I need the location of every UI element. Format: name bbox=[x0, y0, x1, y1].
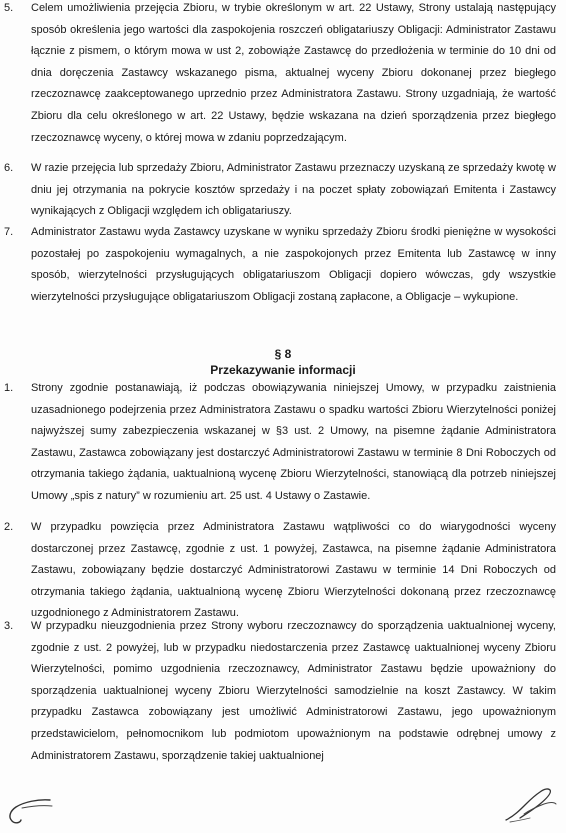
list-item bbox=[4, 0, 556, 149]
signature-left bbox=[2, 790, 72, 830]
item-text: Celem umożliwienia przejęcia Zbioru, w trybie określonym w art. 22 Ustawy, Strony ustalają następujący sposób określenia jego wartości dla zaspokojenia roszczeń obligatariuszy Obligacji: Administrator Zastawu łącznie z pismem, o którym mowa w ust 2, zobowiąże Zastawcę do przedłożenia w terminie do 10 dni od dnia doręczenia Zastawcy wskazanego pisma, aktualnej wyceny Zbioru dokonanej przez biegłego rzeczoznawcę zaakceptowanego uprzednio przez Administratora Zastawu. Strony uzgadniają, że wartość Zbioru dla celu określonego w art. 22 Ustawy, będzie wskazana na dzień sporządzenia przez biegłego rzeczoznawcę wyceny, o której mowa w zdaniu poprzedzającym. bbox=[31, 2, 556, 144]
list-item bbox=[4, 378, 556, 508]
item-text: W przypadku powzięcia przez Administratora Zastawu wątpliwości co do wiarygodności wyceny dostarczonej przez Zastawcę, zgodnie z ust. 1 powyżej, Zastawca, na pisemne żądanie Administratora Zastawu, zobowiązany będzie dostarczyć Administratorowi Zastawu w terminie 14 Dni Roboczych od otrzymania takiego żądania, uaktualnioną wycenę Zbioru Wierzytelności dokonaną przez rzeczoznawcę uzgodnionego z Administratorem Zastawu. bbox=[31, 521, 556, 620]
item-number: 3. bbox=[4, 620, 14, 632]
item-number: 7. bbox=[4, 226, 14, 238]
item-number: 6. bbox=[4, 162, 14, 174]
signature-right bbox=[500, 780, 562, 830]
list-item bbox=[4, 616, 556, 767]
list-item bbox=[4, 222, 556, 308]
item-number: 2. bbox=[4, 521, 14, 533]
item-text: Administrator Zastawu wyda Zastawcy uzyskane w wyniku sprzedaży Zbioru środki pieniężne w wysokości pozostałej po zaspokojeniu wymagalnych, a nie zaspokojonych przez Emitenta lub Zastawcę w inny sposób, wierzytelności przysługujących obligatariuszom Obligacji dopiero wówczas, gdy wszystkie wierzytelności przysługujące obligatariuszom Obligacji zostaną zapłacone, a Obligacje – wykupione. bbox=[31, 226, 556, 303]
item-number: 1. bbox=[4, 382, 14, 394]
list-item bbox=[4, 517, 556, 625]
list-item bbox=[4, 158, 556, 223]
item-text: W razie przejęcia lub sprzedaży Zbioru, Administrator Zastawu przeznaczy uzyskaną ze sprzedaży kwotę w dniu jej otrzymania na pokrycie kosztów sprzedaży i na poczet spłaty zobowiązań Emitenta i Zastawcy wynikających z Obligacji względem ich obligatariuszy. bbox=[31, 162, 556, 218]
item-text: W przypadku nieuzgodnienia przez Strony wyboru rzeczoznawcy do sporządzenia uaktualnionej wyceny, zgodnie z ust. 2 powyżej, lub w przypadku niedostarczenia przez Zastawcę uaktualnionej wyceny Zbioru Wierzytelności, pomimo uzgodnienia rzeczoznawcy, Administrator Zastawu będzie upoważniony do sporządzenia uaktualnionej wyceny Zbioru Wierzytelności samodzielnie na koszt Zastawcy. W takim przypadku Zastawca zobowiązany jest umożliwić Administratorowi Zastawu, jego upoważnionym przedstawicielom, pełnomocnikom lub podmiotom upoważnionym na podstawie odrębnej umowy z Administratorem Zastawu, sporządzenie takiej uaktualnionej bbox=[31, 620, 556, 762]
section-title: Przekazywanie informacji bbox=[210, 363, 356, 377]
section-number: § 8 bbox=[274, 347, 292, 361]
item-text: Strony zgodnie postanawiają, iż podczas obowiązywania niniejszej Umowy, w przypadku zaistnienia uzasadnionego podejrzenia przez Administratora Zastawu o spadku wartości Zbioru Wierzytelności poniżej najwyższej sumy zabezpieczenia wskazanej w §3 ust. 2 Umowy, na pisemne żądanie Administratora Zastawu, Zastawca zobowiązany jest dostarczyć Administratorowi Zastawu w terminie 8 Dni Roboczych od otrzymania takiego żądania, uaktualnioną wycenę Zbioru Wierzytelności, stanowiącą dla potrzeb niniejszej Umowy „spis z natury” w rozumieniu art. 25 ust. 4 Ustawy o Zastawie. bbox=[31, 382, 556, 502]
item-number: 5. bbox=[4, 2, 14, 14]
